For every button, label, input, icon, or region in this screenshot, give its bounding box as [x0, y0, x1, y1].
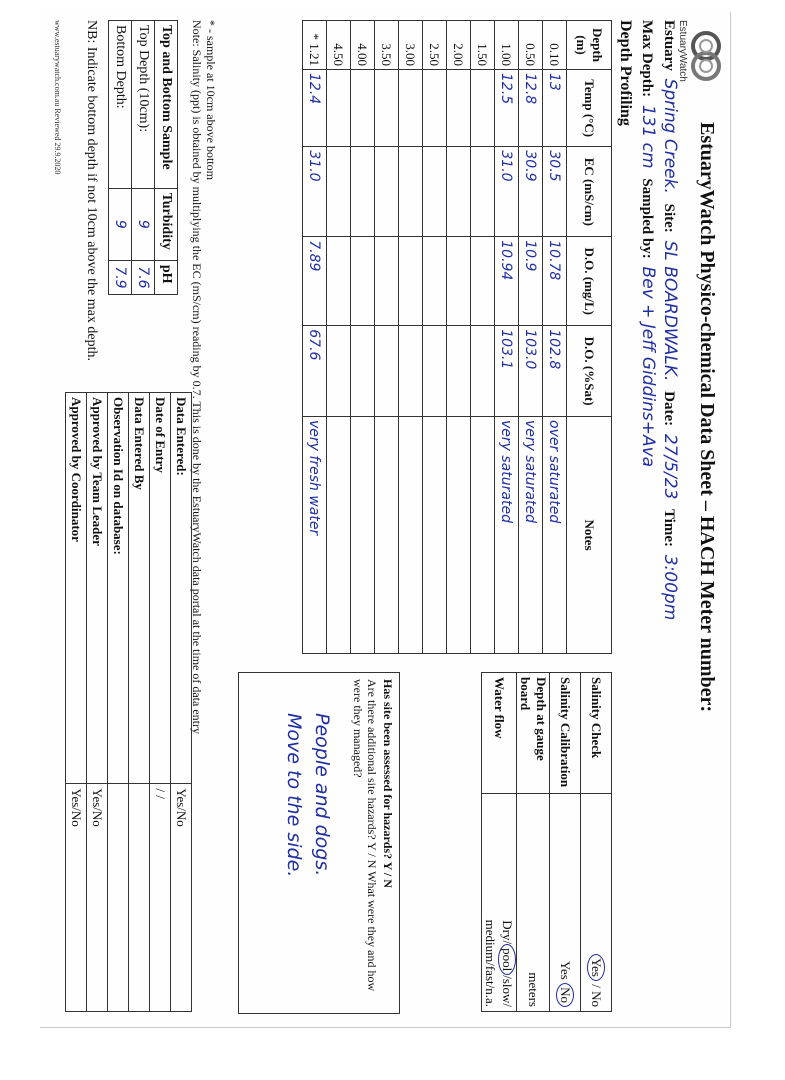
cell-do-mg[interactable]	[423, 237, 447, 326]
data-entry-label: Data Entered By	[129, 393, 150, 784]
table-row	[129, 393, 150, 1012]
max-depth-value[interactable]: 131 cm	[638, 104, 658, 169]
header-ph: pH	[155, 260, 178, 294]
table-row	[150, 393, 171, 1012]
cell-notes[interactable]	[399, 417, 423, 654]
table-row	[471, 21, 495, 654]
top-ph[interactable]: 7.6	[132, 260, 155, 294]
table-row	[519, 21, 543, 654]
cell-ec[interactable]	[351, 147, 375, 237]
table-row	[66, 393, 87, 1012]
cell-notes[interactable]: very fresh water	[303, 417, 327, 654]
header-top-bottom: Top and Bottom Sample	[155, 21, 178, 189]
gauge-depth-row	[517, 673, 550, 1012]
salinity-check-table	[481, 672, 612, 1012]
bottom-depth-label: Bottom Depth:	[109, 21, 132, 189]
depth-profiling-table	[302, 20, 612, 654]
cell-do-sat[interactable]	[423, 326, 447, 417]
date-label: Date:	[661, 391, 677, 427]
table-row	[543, 21, 567, 654]
table-row	[423, 21, 447, 654]
salinity-check-circled: Yes	[587, 954, 605, 981]
cell-do-mg[interactable]: 10.9	[519, 237, 543, 326]
cell-do-sat[interactable]	[447, 326, 471, 417]
table-row	[399, 21, 423, 654]
cell-do-sat[interactable]: 103.0	[519, 326, 543, 417]
cell-depth: 3.50	[375, 21, 399, 70]
depth-profiling-title: Depth Profiling	[617, 20, 634, 126]
water-flow-circled: pool	[498, 944, 516, 975]
cell-ec[interactable]	[471, 147, 495, 237]
salinity-calibration-label: Salinity Calibration	[550, 673, 581, 794]
cell-temp[interactable]	[399, 70, 423, 147]
cell-ec[interactable]: 31.0	[495, 147, 519, 237]
data-entry-label: Date of Entry	[150, 393, 171, 784]
data-entry-body	[66, 393, 192, 1012]
cell-do-mg[interactable]	[399, 237, 423, 326]
header-do-sat: D.O. (%Sat)	[567, 326, 612, 417]
table-row	[495, 21, 519, 654]
header-depth: Depth (m)	[567, 21, 612, 70]
cell-do-mg[interactable]	[327, 237, 351, 326]
time-value[interactable]: 3:00pm	[660, 554, 680, 621]
header-ec: EC (mS/cm)	[567, 147, 612, 237]
cell-do-mg[interactable]	[375, 237, 399, 326]
cell-temp[interactable]	[351, 70, 375, 147]
hazard-answer-2[interactable]: Move to the side.	[283, 713, 305, 878]
header-turbidity: Turbidity	[155, 188, 178, 260]
cell-do-mg[interactable]	[351, 237, 375, 326]
salinity-calibration-value[interactable]: Yes No	[550, 794, 581, 1012]
cell-do-mg[interactable]	[447, 237, 471, 326]
cell-depth: 1.50	[471, 21, 495, 70]
cell-depth: * 1.21	[303, 21, 327, 70]
cell-ec[interactable]	[399, 147, 423, 237]
data-entry-table	[65, 392, 192, 1012]
cell-ec[interactable]	[447, 147, 471, 237]
website-footer: www.estuarywatch.com.au Reviewed 29.9.2020	[53, 20, 62, 175]
salinity-note: Note: Salinity (ppt) is obtained by multiplying the EC (mS/cm) reading by 0.7. This is done by the EstuaryWatch data portal at the time of data entry	[190, 20, 204, 734]
bottom-ph[interactable]: 7.9	[109, 260, 132, 294]
table-row	[303, 21, 327, 654]
cell-depth: 4.00	[351, 21, 375, 70]
salinity-check-row	[581, 673, 612, 1012]
data-entry-value[interactable]: Yes/No	[87, 784, 108, 1012]
data-entry-value[interactable]: Yes/No	[171, 784, 192, 1012]
hazard-answer-1[interactable]: People and dogs.	[311, 713, 333, 877]
cell-ec[interactable]: 30.5	[543, 147, 567, 237]
site-value[interactable]: SL BOARDWALK.	[660, 240, 680, 382]
water-flow-label: Water flow	[482, 673, 517, 794]
top-depth-label: Top Depth (10cm):	[132, 21, 155, 189]
data-entry-value[interactable]	[108, 784, 129, 1012]
sheet-title: EstuaryWatch Physico-chemical Data Sheet – HACH Meter number:	[696, 122, 718, 713]
data-entry-label: Approved by Team Leader	[87, 393, 108, 784]
water-flow-value[interactable]: Dry/pool/slow/ medium/fast/n.a.	[482, 794, 517, 1012]
top-bottom-header	[155, 21, 178, 295]
depth-table-header	[567, 21, 612, 654]
table-row	[447, 21, 471, 654]
estuary-value[interactable]: Spring Creek.	[660, 78, 680, 194]
cell-ec[interactable]: 30.9	[519, 147, 543, 237]
cell-ec[interactable]: 31.0	[303, 147, 327, 237]
cell-temp[interactable]: 12.8	[519, 70, 543, 147]
cell-do-sat[interactable]	[399, 326, 423, 417]
cell-temp[interactable]: 13	[543, 70, 567, 147]
cell-notes[interactable]	[423, 417, 447, 654]
cell-depth: 0.50	[519, 21, 543, 70]
cell-depth: 1.00	[495, 21, 519, 70]
salinity-calibration-row	[550, 673, 581, 1012]
table-row	[171, 393, 192, 1012]
cell-temp[interactable]	[447, 70, 471, 147]
table-row	[87, 393, 108, 1012]
logo-wordmark: EstuaryWatch	[677, 20, 688, 82]
hazard-question-2: Are there additional site hazards? Y / N What were they and how were they managed?	[351, 679, 379, 992]
cell-notes[interactable]	[351, 417, 375, 654]
site-label: Site:	[661, 203, 677, 233]
cell-notes[interactable]	[327, 417, 351, 654]
cell-ec[interactable]	[375, 147, 399, 237]
top-depth-row	[132, 21, 155, 295]
sampled-by-label: Sampled by:	[639, 178, 655, 259]
cell-temp[interactable]: 12.4	[303, 70, 327, 147]
top-turbidity[interactable]: 9	[132, 188, 155, 260]
cell-ec[interactable]	[327, 147, 351, 237]
max-depth-label: Max Depth:	[639, 20, 655, 98]
cell-temp[interactable]	[471, 70, 495, 147]
cell-do-sat[interactable]	[327, 326, 351, 417]
cell-depth: 3.00	[399, 21, 423, 70]
hazard-assessment-box	[238, 672, 400, 1014]
cell-temp[interactable]	[423, 70, 447, 147]
cell-ec[interactable]	[423, 147, 447, 237]
depth-table-body	[303, 21, 567, 654]
logo-icon	[690, 28, 722, 92]
cell-do-mg[interactable]: 10.94	[495, 237, 519, 326]
nb-note: NB: Indicate bottom depth if not 10cm above the max depth.	[84, 20, 99, 361]
header-do-mgl: D.O. (mg/L)	[567, 237, 612, 326]
asterisk-footnote: * - sample at 10cm above bottom	[204, 20, 218, 180]
cell-depth: 2.00	[447, 21, 471, 70]
paper-sheet	[40, 12, 731, 1028]
cell-do-mg[interactable]: 10.78	[543, 237, 567, 326]
top-bottom-table	[108, 20, 178, 295]
gauge-depth-label: Depth at gauge board	[517, 673, 550, 794]
salinity-check-label: Salinity Check	[581, 673, 612, 794]
cell-do-sat[interactable]	[471, 326, 495, 417]
salinity-check-value[interactable]: Yes / No	[581, 794, 612, 1012]
cell-temp[interactable]: 12.5	[495, 70, 519, 147]
header-notes: Notes	[567, 417, 612, 654]
cell-notes[interactable]	[447, 417, 471, 654]
data-entry-label: Approved by Coordinator	[66, 393, 87, 784]
cell-temp[interactable]	[327, 70, 351, 147]
cell-notes[interactable]: very saturated	[495, 417, 519, 654]
data-entry-value[interactable]: Yes/No	[66, 784, 87, 1012]
cell-do-mg[interactable]: 7.89	[303, 237, 327, 326]
header-temp: Temp (°C)	[567, 70, 612, 147]
cell-do-sat[interactable]	[351, 326, 375, 417]
hazard-question-1: Has site been assessed for hazards? Y / N	[381, 679, 395, 888]
data-entry-value[interactable]: / /	[150, 784, 171, 1012]
table-row	[351, 21, 375, 654]
table-row	[327, 21, 351, 654]
data-entry-label: Data Entered:	[171, 393, 192, 784]
cell-notes[interactable]: very saturated	[519, 417, 543, 654]
cell-depth: 4.50	[327, 21, 351, 70]
cell-do-sat[interactable]: 67.6	[303, 326, 327, 417]
cell-depth: 0.10	[543, 21, 567, 70]
header-row-1	[660, 20, 680, 626]
cell-notes[interactable]	[471, 417, 495, 654]
salinity-calibration-circled: No	[556, 983, 574, 1007]
table-row	[108, 393, 129, 1012]
rotated-data-sheet	[40, 12, 730, 1027]
data-entry-value[interactable]	[129, 784, 150, 1012]
cell-depth: 2.50	[423, 21, 447, 70]
bottom-turbidity[interactable]: 9	[109, 188, 132, 260]
cell-notes[interactable]: over saturated	[543, 417, 567, 654]
cell-do-sat[interactable]	[375, 326, 399, 417]
sampled-by-value[interactable]: Bev + Jeff Giddins+Ava	[638, 266, 658, 468]
time-label: Time:	[661, 508, 677, 547]
gauge-depth-value[interactable]: meters	[517, 794, 550, 1012]
cell-do-sat[interactable]: 103.1	[495, 326, 519, 417]
cell-temp[interactable]	[375, 70, 399, 147]
estuary-label: Estuary	[661, 20, 677, 71]
table-row	[375, 21, 399, 654]
cell-do-sat[interactable]: 102.8	[543, 326, 567, 417]
header-row-2	[638, 20, 658, 473]
cell-notes[interactable]	[375, 417, 399, 654]
water-flow-row	[482, 673, 517, 1012]
data-entry-label: Observation Id on database:	[108, 393, 129, 784]
cell-do-mg[interactable]	[471, 237, 495, 326]
date-value[interactable]: 27/5/23	[660, 433, 680, 500]
bottom-depth-row	[109, 21, 132, 295]
